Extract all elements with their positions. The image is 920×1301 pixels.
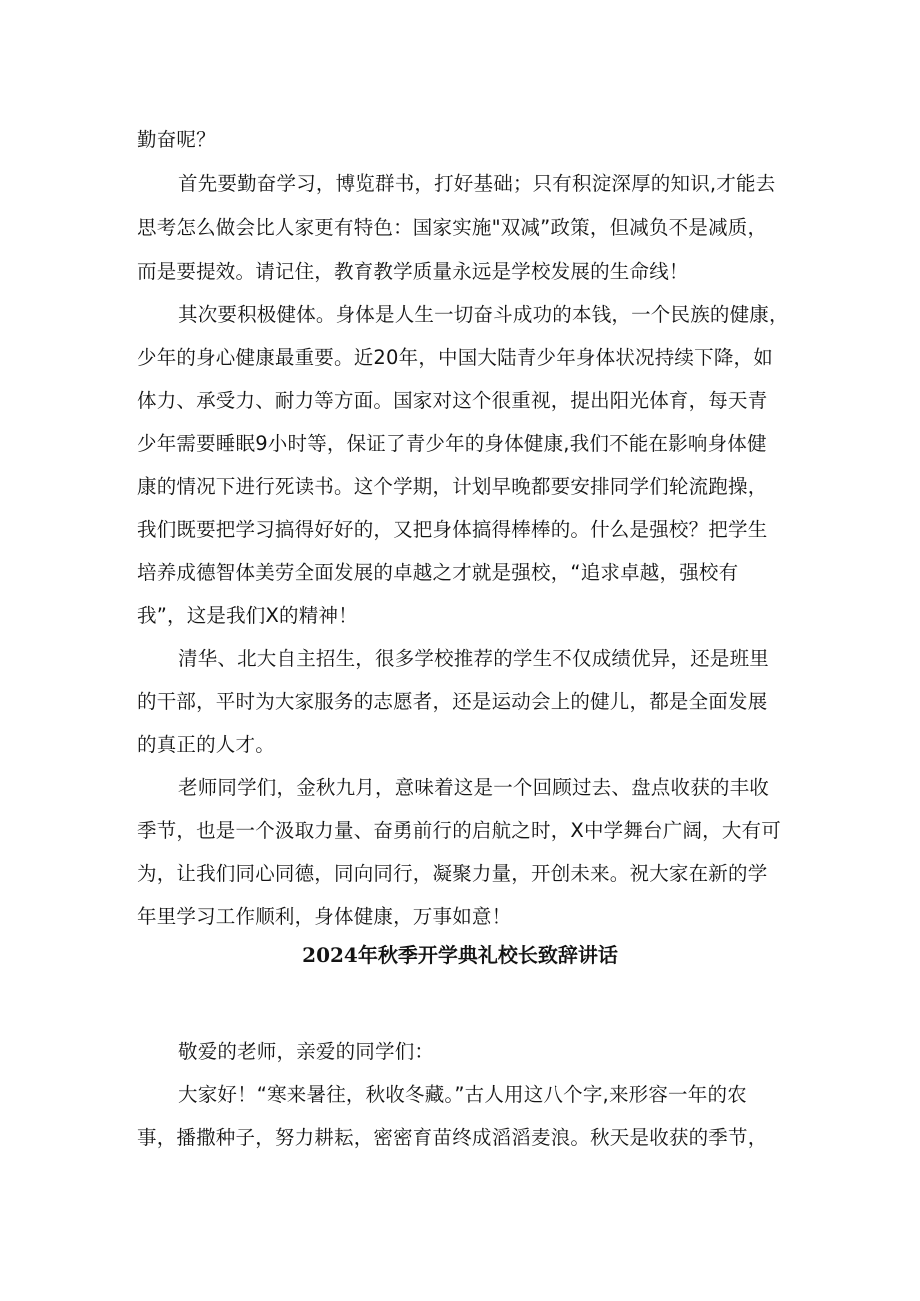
text-line: 而是要提效。请记住，教育教学质量永远是学校发展的生命线！: [137, 260, 689, 283]
text-line: 我”，这是我们X的精神！: [137, 604, 358, 627]
text-line: 我们既要把学习搞得好好的，又把身体搞得棒棒的。什么是强校？把学生: [137, 518, 768, 541]
paragraph-start: 其次要积极健体。身体是人生一切奋斗成功的本钱，一个民族的健康，: [178, 303, 789, 326]
text-line: 年里学习工作顺利，身体健康，万事如意！: [137, 905, 512, 928]
text-line: 康的情况下进行死读书。这个学期，计划早晚都要安排同学们轮流跑操，: [137, 475, 768, 498]
paragraph-start: 清华、北大自主招生，很多学校推荐的学生不仅成绩优异，还是班里: [178, 647, 770, 670]
text-line: 为，让我们同心同德，同向同行，凝聚力量，开创未来。祝大家在新的学: [137, 862, 768, 885]
text-line: 的干部，平时为大家服务的志愿者，还是运动会上的健儿，都是全面发展: [137, 690, 768, 713]
paragraph-start: 老师同学们，金秋九月，意味着这是一个回顾过去、盘点收获的丰收: [178, 776, 770, 799]
text-line: 培养成德智体美劳全面发展的卓越之才就是强校，“追求卓越，强校有: [137, 561, 739, 584]
text-line: 少年需要睡眠9小时等，保证了青少年的身体健康,我们不能在影响身体健: [137, 432, 767, 455]
text-line: 体力、承受力、耐力等方面。国家对这个很重视，提出阳光体育，每天青: [137, 389, 768, 412]
text-line: 思考怎么做会比人家更有特色：国家实施"双减”政策，但减负不是减质，: [137, 216, 768, 239]
text-line: 少年的身心健康最重要。近20年，中国大陆青少年身体状况持续下降，如: [137, 346, 773, 369]
salutation: 敬爱的老师，亲爱的同学们：: [178, 1040, 435, 1063]
text-line: 的真正的人才。: [137, 733, 275, 756]
paragraph-start: 首先要勤奋学习，博览群书，打好基础；只有积淀深厚的知识,才能去: [178, 172, 776, 195]
paragraph-start: 大家好！“寒来暑往，秋收冬藏。”古人用这八个字,来形容一年的农: [178, 1083, 747, 1106]
text-line: 勤奋呢？: [137, 128, 216, 151]
section-title: 2024年秋季开学典礼校长致辞讲话: [302, 943, 618, 967]
text-line: 事，播撒种子，努力耕耘，密密育苗终成滔滔麦浪。秋天是收获的季节，: [137, 1126, 768, 1149]
text-line: 季节，也是一个汲取力量、奋勇前行的启航之时，X中学舞台广阔，大有可: [137, 819, 781, 842]
